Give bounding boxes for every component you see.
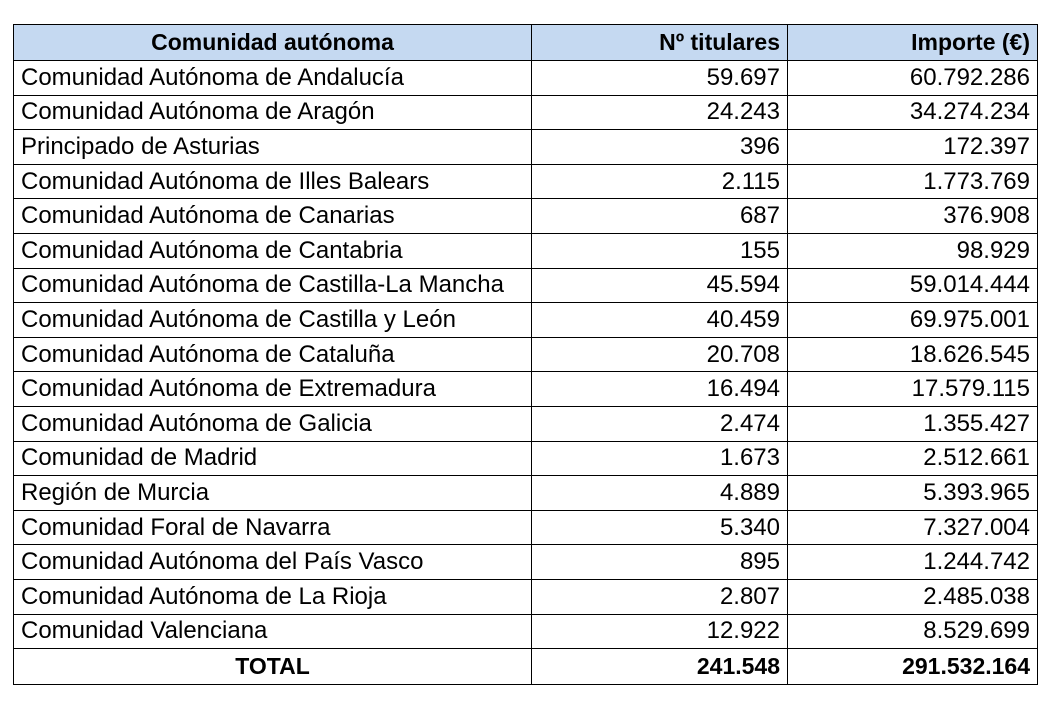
cell-holders: 16.494 — [532, 372, 788, 407]
table-row — [14, 476, 1038, 511]
cell-amount: 1.355.427 — [788, 406, 1038, 441]
table-header — [14, 25, 1038, 61]
cell-community: Comunidad Autónoma de Castilla y León — [14, 303, 532, 338]
cell-amount: 1.773.769 — [788, 164, 1038, 199]
cell-holders: 40.459 — [532, 303, 788, 338]
cell-community: Comunidad Autónoma de Castilla-La Mancha — [14, 268, 532, 303]
table-row — [14, 337, 1038, 372]
table-footer — [14, 649, 1038, 685]
cell-amount: 17.579.115 — [788, 372, 1038, 407]
cell-amount: 2.485.038 — [788, 579, 1038, 614]
cell-amount: 8.529.699 — [788, 614, 1038, 649]
cell-holders: 687 — [532, 199, 788, 234]
cell-community: Comunidad Valenciana — [14, 614, 532, 649]
table-row — [14, 303, 1038, 338]
table-row — [14, 579, 1038, 614]
cell-community: Comunidad de Madrid — [14, 441, 532, 476]
cell-community: Comunidad Autónoma de Extremadura — [14, 372, 532, 407]
cell-holders: 2.115 — [532, 164, 788, 199]
cell-holders: 2.474 — [532, 406, 788, 441]
cell-holders: 4.889 — [532, 476, 788, 511]
header-community: Comunidad autónoma — [14, 25, 532, 61]
table-body — [14, 61, 1038, 649]
cell-community: Comunidad Foral de Navarra — [14, 510, 532, 545]
table-row — [14, 406, 1038, 441]
cell-amount: 376.908 — [788, 199, 1038, 234]
cell-holders: 59.697 — [532, 61, 788, 96]
cell-amount: 5.393.965 — [788, 476, 1038, 511]
community-subsidy-table — [13, 24, 1038, 685]
cell-amount: 172.397 — [788, 130, 1038, 165]
table-row — [14, 130, 1038, 165]
cell-community: Comunidad Autónoma de Canarias — [14, 199, 532, 234]
table-row — [14, 199, 1038, 234]
total-label: TOTAL — [14, 649, 532, 685]
cell-community: Comunidad Autónoma del País Vasco — [14, 545, 532, 580]
cell-holders: 20.708 — [532, 337, 788, 372]
cell-amount: 7.327.004 — [788, 510, 1038, 545]
header-holders: Nº titulares — [532, 25, 788, 61]
table-row — [14, 510, 1038, 545]
cell-holders: 396 — [532, 130, 788, 165]
table-row — [14, 614, 1038, 649]
cell-amount: 69.975.001 — [788, 303, 1038, 338]
cell-community: Comunidad Autónoma de Galicia — [14, 406, 532, 441]
table-row — [14, 61, 1038, 96]
cell-amount: 2.512.661 — [788, 441, 1038, 476]
table-row — [14, 372, 1038, 407]
cell-holders: 45.594 — [532, 268, 788, 303]
cell-amount: 59.014.444 — [788, 268, 1038, 303]
header-amount: Importe (€) — [788, 25, 1038, 61]
table-row — [14, 95, 1038, 130]
cell-community: Principado de Asturias — [14, 130, 532, 165]
cell-community: Comunidad Autónoma de Aragón — [14, 95, 532, 130]
cell-community: Comunidad Autónoma de Cataluña — [14, 337, 532, 372]
cell-holders: 895 — [532, 545, 788, 580]
table-row — [14, 164, 1038, 199]
table-row — [14, 545, 1038, 580]
total-amount: 291.532.164 — [788, 649, 1038, 685]
cell-community: Región de Murcia — [14, 476, 532, 511]
cell-amount: 34.274.234 — [788, 95, 1038, 130]
table-row — [14, 268, 1038, 303]
cell-community: Comunidad Autónoma de La Rioja — [14, 579, 532, 614]
cell-holders: 24.243 — [532, 95, 788, 130]
cell-amount: 18.626.545 — [788, 337, 1038, 372]
cell-holders: 2.807 — [532, 579, 788, 614]
table-row — [14, 441, 1038, 476]
cell-holders: 155 — [532, 233, 788, 268]
cell-amount: 1.244.742 — [788, 545, 1038, 580]
cell-holders: 5.340 — [532, 510, 788, 545]
total-row — [14, 649, 1038, 685]
cell-community: Comunidad Autónoma de Andalucía — [14, 61, 532, 96]
cell-community: Comunidad Autónoma de Illes Balears — [14, 164, 532, 199]
cell-holders: 12.922 — [532, 614, 788, 649]
cell-holders: 1.673 — [532, 441, 788, 476]
total-holders: 241.548 — [532, 649, 788, 685]
cell-amount: 98.929 — [788, 233, 1038, 268]
cell-community: Comunidad Autónoma de Cantabria — [14, 233, 532, 268]
table-row — [14, 233, 1038, 268]
header-row — [14, 25, 1038, 61]
cell-amount: 60.792.286 — [788, 61, 1038, 96]
